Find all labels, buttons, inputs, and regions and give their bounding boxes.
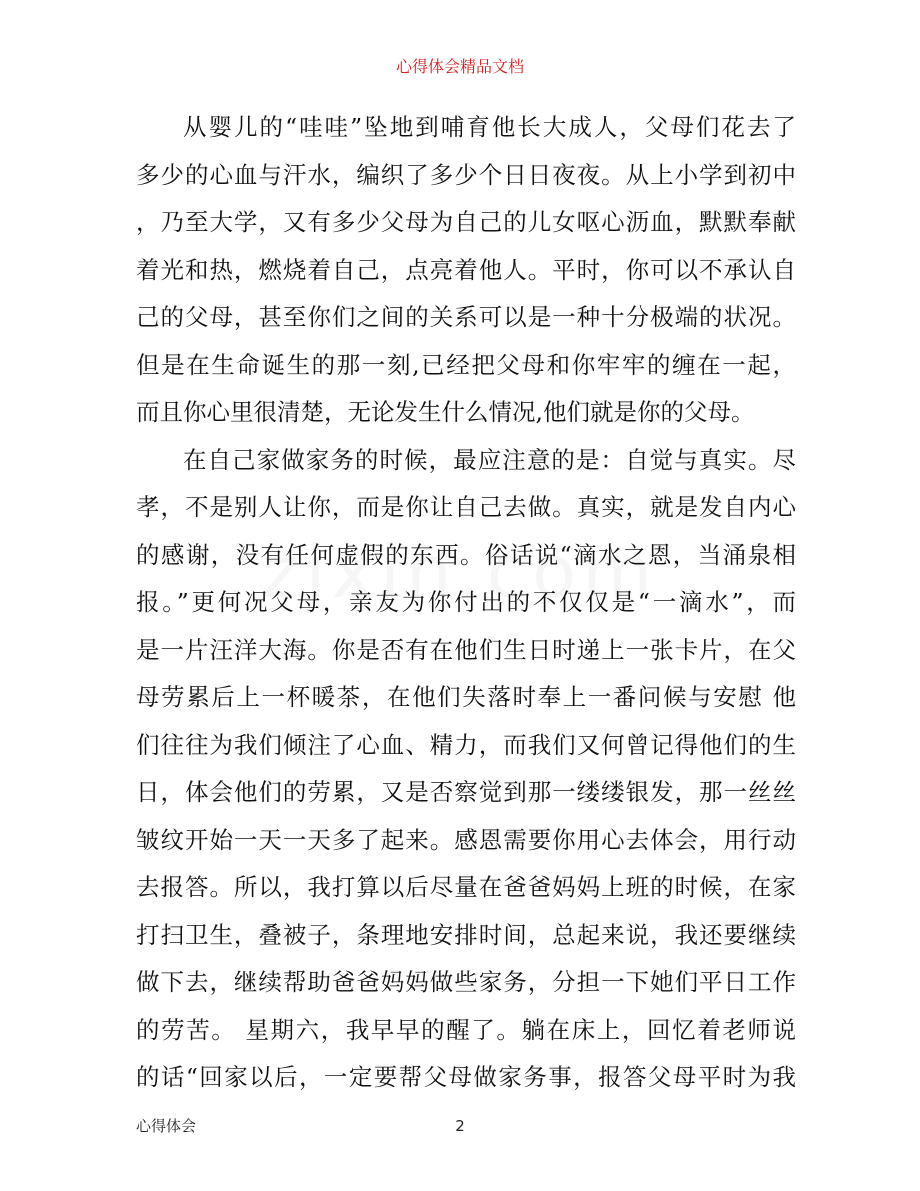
document-header-title: 心得体会精品文档 [395, 57, 524, 76]
body-line: 们往往为我们倾注了心血、精力，而我们又何曾记得他们的生 [136, 730, 796, 759]
body-line: 孝，不是别人让你，而是你让自己去做。真实，就是发自内心 [136, 493, 796, 521]
footer-label: 心得体会 [136, 1117, 197, 1135]
body-line: 着光和热，燃烧着自己，点亮着他人。平时，你可以不承认自 [136, 255, 796, 284]
body-line: 在自己家做家务的时候，最应注意的是：自觉与真实。尽 [183, 445, 796, 474]
body-line: 是一片汪洋大海。你是否有在他们生日时递上一张卡片，在父 [136, 635, 796, 664]
body-line: 母劳累后上一杯暖茶，在他们失落时奉上一番问候与安慰 他 [136, 683, 796, 711]
document-body [136, 104, 796, 1102]
body-line: 做下去，继续帮助爸爸妈妈做些家务，分担一下她们平日工作 [136, 968, 796, 996]
body-line: 日，体会他们的劳累，又是否察觉到那一缕缕银发，那一丝丝 [136, 778, 796, 806]
body-line: 的劳苦。 星期六，我早早的醒了。躺在床上，回忆着老师说 [136, 1015, 796, 1044]
body-line: 但是在生命诞生的那一刻,已经把父母和你牢牢的缠在一起， [136, 350, 796, 379]
body-line: 而且你心里很清楚，无论发生什么情况,他们就是你的父母。 [136, 398, 755, 426]
body-line: 报。”更何况父母，亲友为你付出的不仅仅是“一滴水”，而 [136, 588, 796, 616]
body-line: 的话“回家以后，一定要帮父母做家务事，报答父母平时为我 [136, 1063, 796, 1091]
body-line: 己的父母，甚至你们之间的关系可以是一种十分极端的状况。 [136, 303, 796, 331]
body-line: 多少的心血与汗水，编织了多少个日日夜夜。从上小学到初中 [136, 160, 796, 189]
page-number: 2 [455, 1117, 465, 1135]
body-line: 打扫卫生，叠被子，条理地安排时间，总起来说，我还要继续 [136, 920, 796, 949]
body-line: 的感谢，没有任何虚假的东西。俗话说“滴水之恩，当涌泉相 [136, 540, 796, 569]
body-line: 从婴儿的“哇哇”坠地到哺育他长大成人，父母们花去了 [183, 113, 796, 141]
body-line: ，乃至大学，又有多少父母为自己的儿女呕心沥血，默默奉献 [136, 208, 796, 236]
body-line: 皱纹开始一天一天多了起来。感恩需要你用心去体会，用行动 [136, 825, 796, 854]
body-line: 去报答。所以，我打算以后尽量在爸爸妈妈上班的时候，在家 [136, 873, 796, 901]
